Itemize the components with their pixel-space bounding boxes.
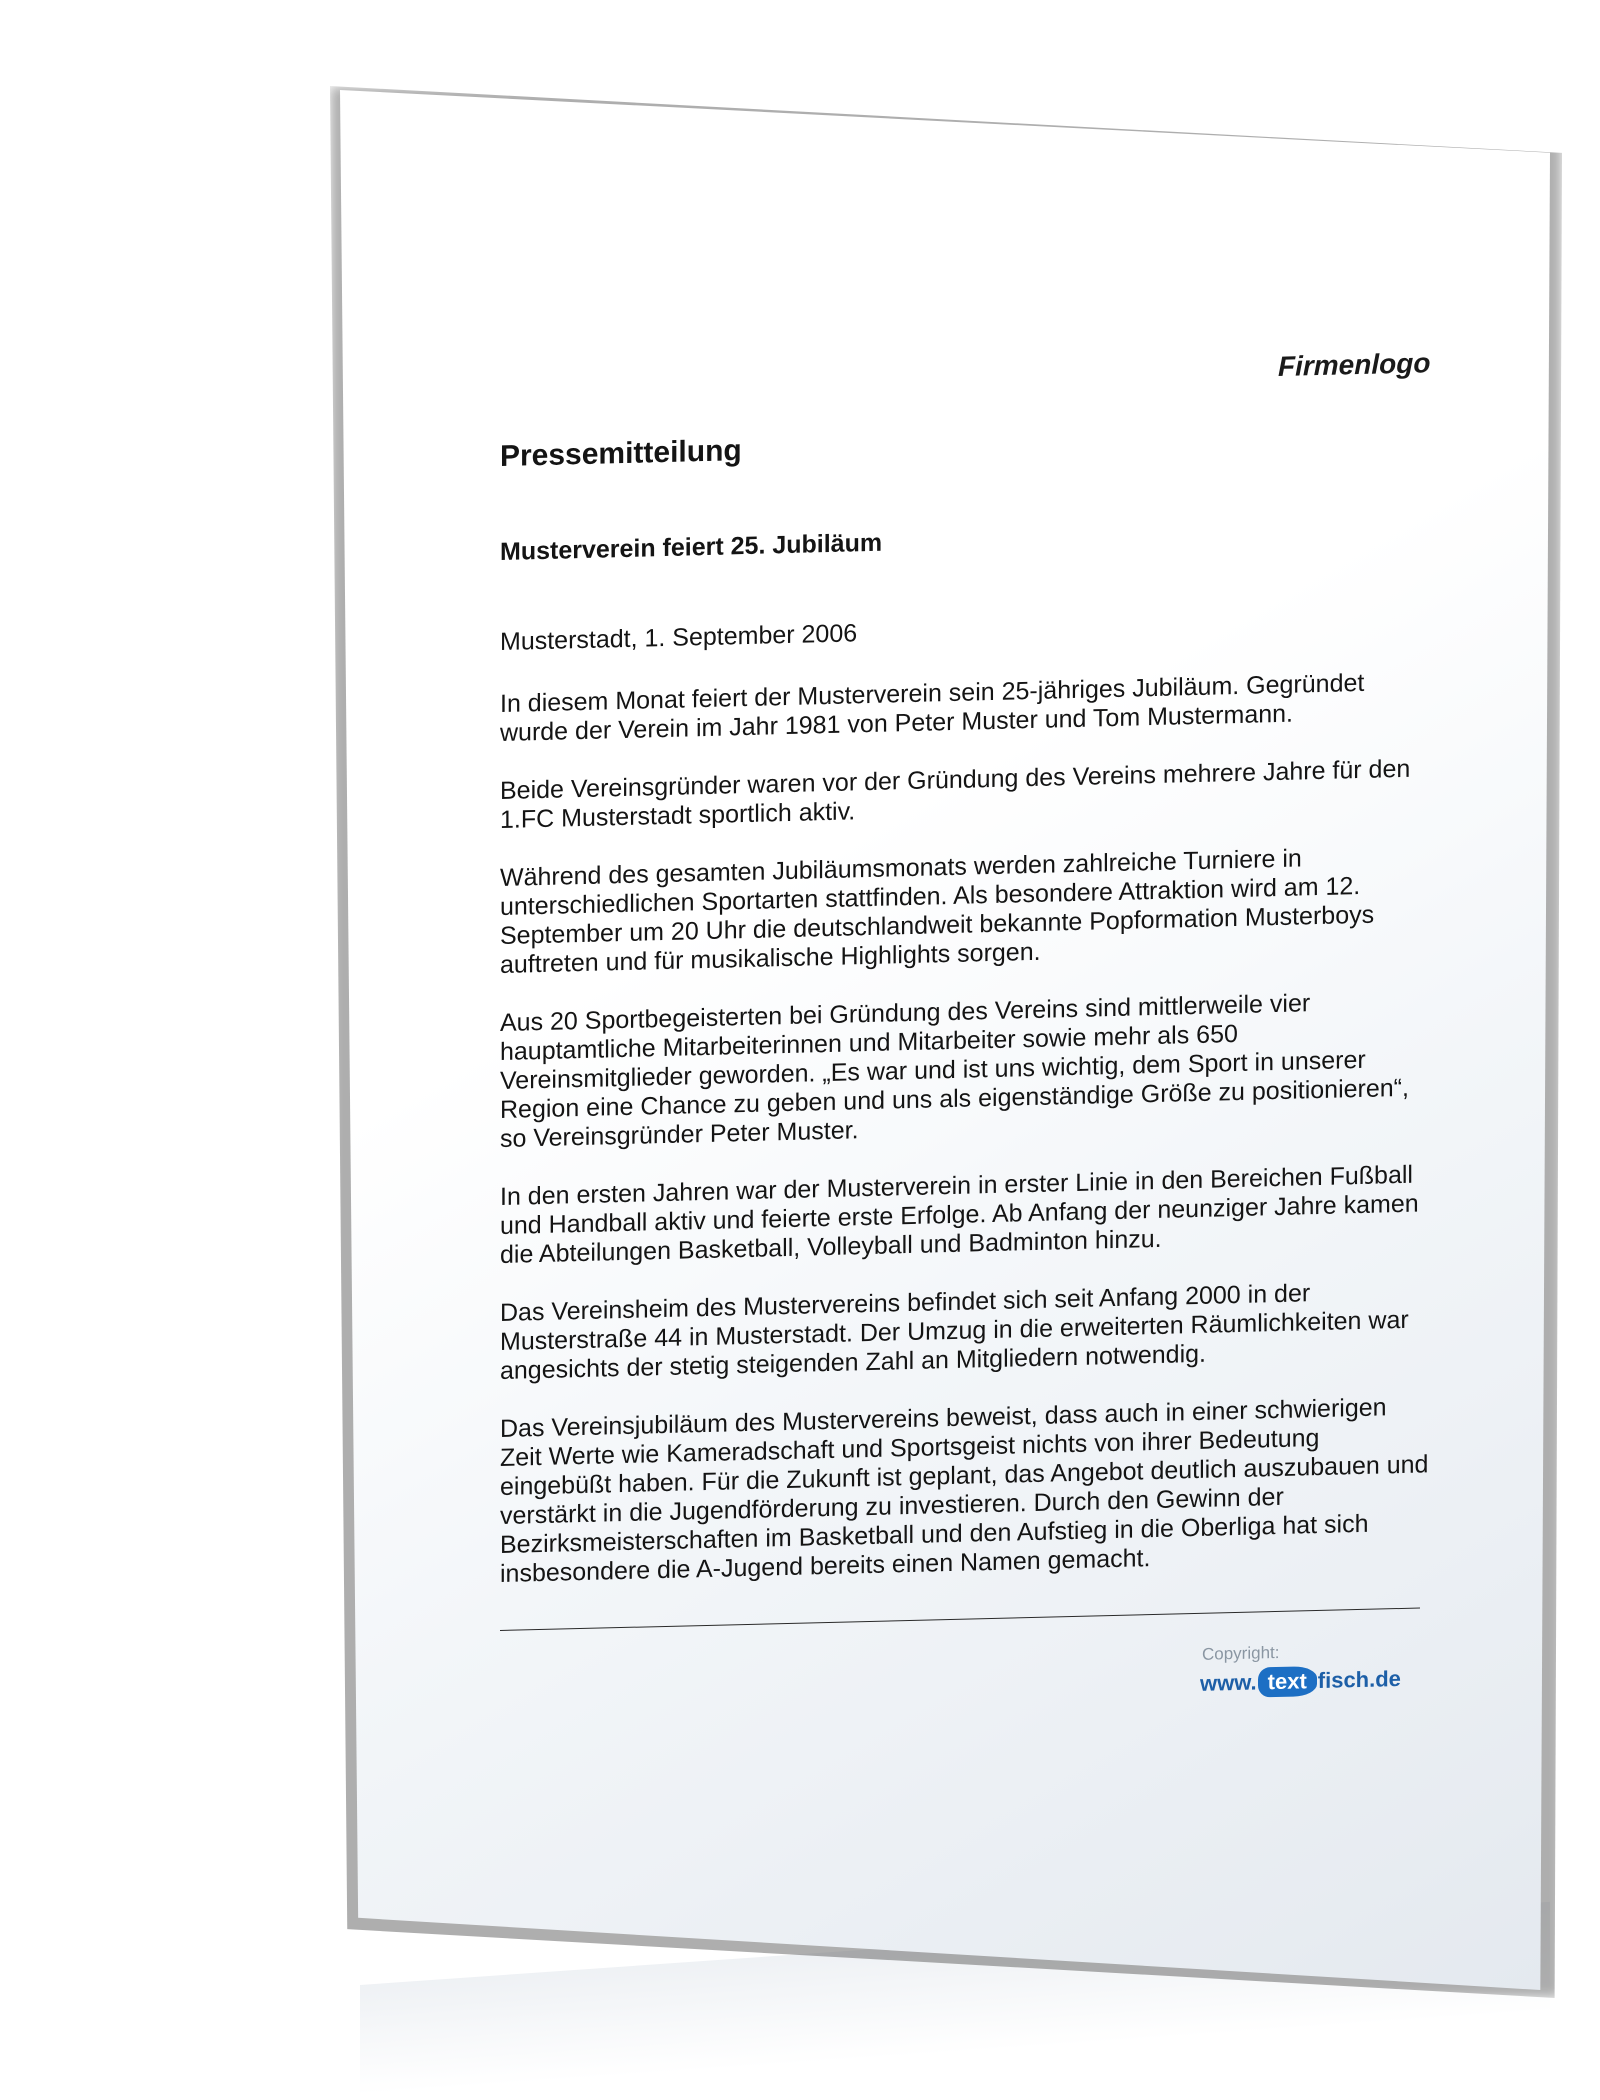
press-release-body — [500, 667, 1430, 1618]
body-paragraph: Während des gesamten Jubiläumsmonats werden zahlreiche Turniere in unterschiedlichen Sportarten stattfinden. Als besondere Attraktion wird am 12. September um 20 Uhr die deutschlandweit bekannte Popformation Musterboys auftreten und für musikalische Highlights sorgen. — [500, 844, 1375, 979]
company-logo-placeholder: Firmenlogo — [1278, 347, 1431, 382]
brand-prefix: www. — [1200, 1669, 1257, 1696]
fish-icon: text — [1258, 1666, 1317, 1697]
brand-name: fisch — [1317, 1666, 1370, 1694]
brand-tld: .de — [1369, 1665, 1401, 1692]
copyright-block — [1200, 1640, 1401, 1699]
copyright-label: Copyright: — [1202, 1642, 1280, 1664]
dateline: Musterstadt, 1. September 2006 — [500, 619, 858, 656]
body-paragraph: Das Vereinsheim des Mustervereins befindet sich seit Anfang 2000 in der Musterstraße 44 in Musterstadt. Der Umzug in die erweiterten Räumlichkeiten war angesichts der stetig steigenden Zahl an Mitgliedern notwendig. — [500, 1279, 1409, 1385]
body-paragraph: Das Vereinsjubiläum des Mustervereins beweist, dass auch in einer schwierigen Zeit Werte wie Kameradschaft und Sportsgeist nichts von ihrer Bedeutung eingebüßt haben. Für die Zukunft ist geplant, das Angebot deutlich auszubauen und verstärkt in die Jugendförderung zu investieren. Durch den Gewinn der Bezirksmeisterschaften im Basketball und den Aufstieg in die Oberliga hat sich insbesondere die A-Jugend bereits einen Namen gemacht. — [500, 1393, 1429, 1588]
body-paragraph: In den ersten Jahren war der Musterverein in erster Linie in den Bereichen Fußball und Handball aktiv und feierte erste Erfolge. Ab Anfang der neunziger Jahre kamen die Abteilungen Basketball, Volleyball und Badminton hinzu. — [500, 1160, 1419, 1269]
body-paragraph: Beide Vereinsgründer waren vor der Gründung des Vereins mehrere Jahre für den 1.FC Musterstadt sportlich aktiv. — [500, 754, 1411, 834]
body-paragraph: In diesem Monat feiert der Musterverein sein 25-jähriges Jubiläum. Gegründet wurde der Verein im Jahr 1981 von Peter Muster und Tom Mustermann. — [500, 668, 1365, 747]
press-release-headline: Musterverein feiert 25. Jubiläum — [500, 528, 883, 566]
document-type-heading: Pressemitteilung — [500, 434, 742, 473]
body-paragraph: Aus 20 Sportbegeisterten bei Gründung des Vereins sind mittlerweile vier hauptamtliche Mitarbeiterinnen und Mitarbeiter sowie mehr als 650 Vereinsmitglieder geworden. „Es war und ist uns wichtig, dem Sport in unserer Region eine Chance zu geben und uns als eigenständige Größe zu positionieren“, so Vereinsgründer Peter Muster. — [500, 989, 1409, 1153]
textfisch-logo — [1200, 1664, 1401, 1699]
